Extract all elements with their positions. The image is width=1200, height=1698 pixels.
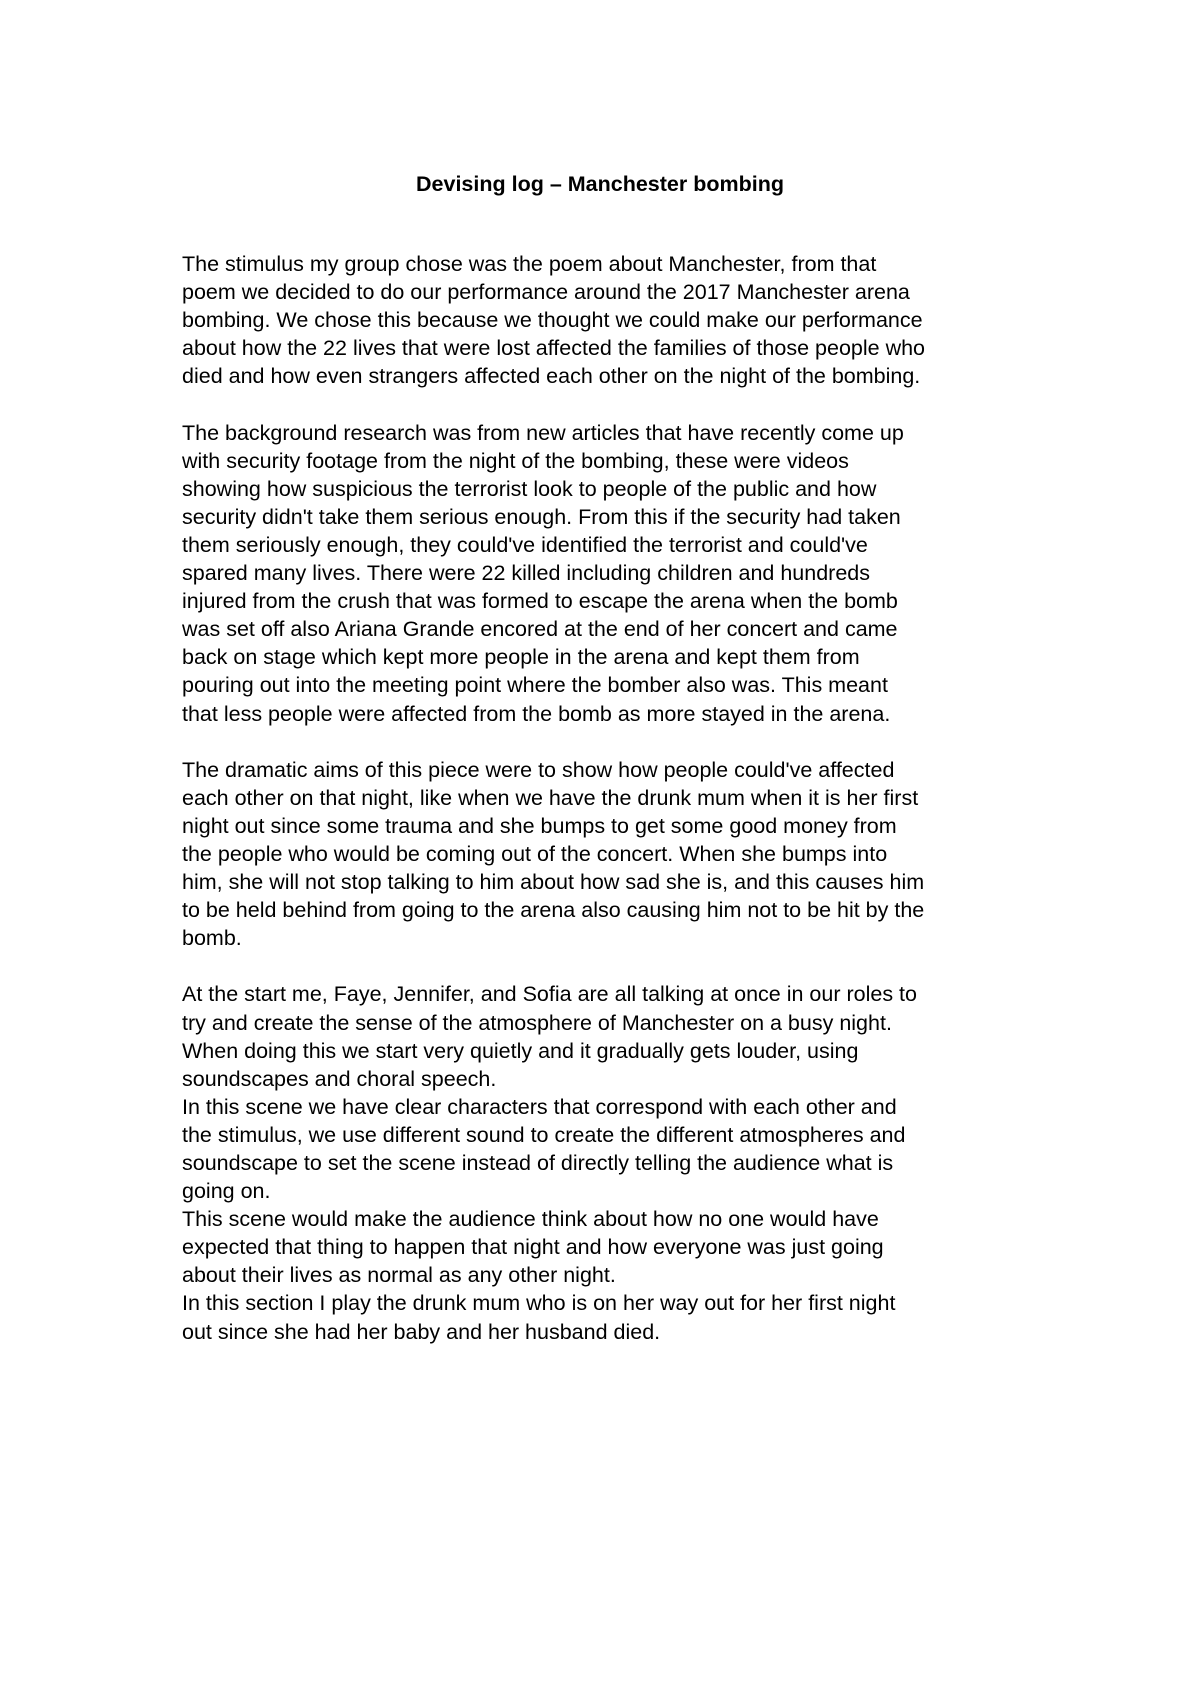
text-line: the stimulus, we use different sound to create the different atmospheres and bbox=[182, 1122, 906, 1147]
text-line: soundscapes and choral speech. bbox=[182, 1066, 497, 1091]
paragraph-audience-effect bbox=[182, 1205, 1040, 1289]
text-line: night out since some trauma and she bumps to get some good money from bbox=[182, 813, 897, 838]
text-line: This scene would make the audience think about how no one would have bbox=[182, 1207, 879, 1232]
text-line: soundscape to set the scene instead of directly telling the audience what is bbox=[182, 1151, 894, 1175]
text-line: In this section I play the drunk mum who is on her way out for her first night bbox=[182, 1291, 896, 1316]
text-line: that less people were affected from the bomb as more stayed in the arena. bbox=[182, 701, 891, 726]
text-line: about how the 22 lives that were lost affected the families of those people who bbox=[182, 336, 926, 361]
text-line: The stimulus my group chose was the poem about Manchester, from that bbox=[182, 252, 877, 276]
text-line: out since she had her baby and her husband died. bbox=[182, 1319, 661, 1344]
text-line: poem we decided to do our performance around the 2017 Manchester arena bbox=[182, 280, 910, 305]
text-line: going on. bbox=[182, 1179, 271, 1204]
paragraph-background-research bbox=[182, 419, 1040, 728]
text-line: about their lives as normal as any other night. bbox=[182, 1263, 616, 1288]
text-line: bombing. We chose this because we thought we could make our performance bbox=[182, 308, 923, 333]
text-line: with security footage from the night of the bombing, these were videos bbox=[182, 448, 849, 473]
document-title: Devising log – Manchester bombing bbox=[416, 172, 784, 196]
text-line: expected that thing to happen that night and how everyone was just going bbox=[182, 1235, 884, 1260]
paragraph-opening-scene bbox=[182, 980, 1040, 1092]
paragraph-dramatic-aims bbox=[182, 756, 1040, 953]
text-line: back on stage which kept more people in the arena and kept them from bbox=[182, 645, 860, 670]
text-line: At the start me, Faye, Jennifer, and Sofia are all talking at once in our roles to bbox=[182, 982, 917, 1007]
paragraph-stimulus bbox=[182, 250, 1040, 390]
text-line: injured from the crush that was formed to escape the arena when the bomb bbox=[182, 589, 898, 614]
document-body bbox=[182, 250, 1040, 1346]
text-line: him, she will not stop talking to him about how sad she is, and this causes him bbox=[182, 870, 925, 895]
text-line: The background research was from new articles that have recently come up bbox=[182, 420, 904, 445]
text-line: security didn't take them serious enough. From this if the security had taken bbox=[182, 504, 901, 529]
text-line: The dramatic aims of this piece were to show how people could've affected bbox=[182, 757, 895, 782]
text-line: the people who would be coming out of the concert. When she bumps into bbox=[182, 841, 888, 866]
text-line: each other on that night, like when we have the drunk mum when it is her first bbox=[182, 785, 919, 810]
text-line: showing how suspicious the terrorist look to people of the public and how bbox=[182, 476, 877, 501]
text-line: spared many lives. There were 22 killed including children and hundreds bbox=[182, 561, 870, 586]
text-line: When doing this we start very quietly and it gradually gets louder, using bbox=[182, 1038, 859, 1063]
text-line: bomb. bbox=[182, 926, 242, 951]
text-line: try and create the sense of the atmosphere of Manchester on a busy night. bbox=[182, 1010, 892, 1035]
paragraph-role bbox=[182, 1289, 1040, 1345]
text-line: died and how even strangers affected each other on the night of the bombing. bbox=[182, 364, 921, 389]
paragraph-characters bbox=[182, 1093, 1040, 1205]
text-line: them seriously enough, they could've identified the terrorist and could've bbox=[182, 532, 868, 557]
text-line: In this scene we have clear characters that correspond with each other and bbox=[182, 1094, 897, 1119]
text-line: to be held behind from going to the arena also causing him not to be hit by the bbox=[182, 898, 925, 923]
text-line: was set off also Ariana Grande encored at the end of her concert and came bbox=[182, 617, 898, 642]
text-line: pouring out into the meeting point where the bomber also was. This meant bbox=[182, 673, 888, 698]
